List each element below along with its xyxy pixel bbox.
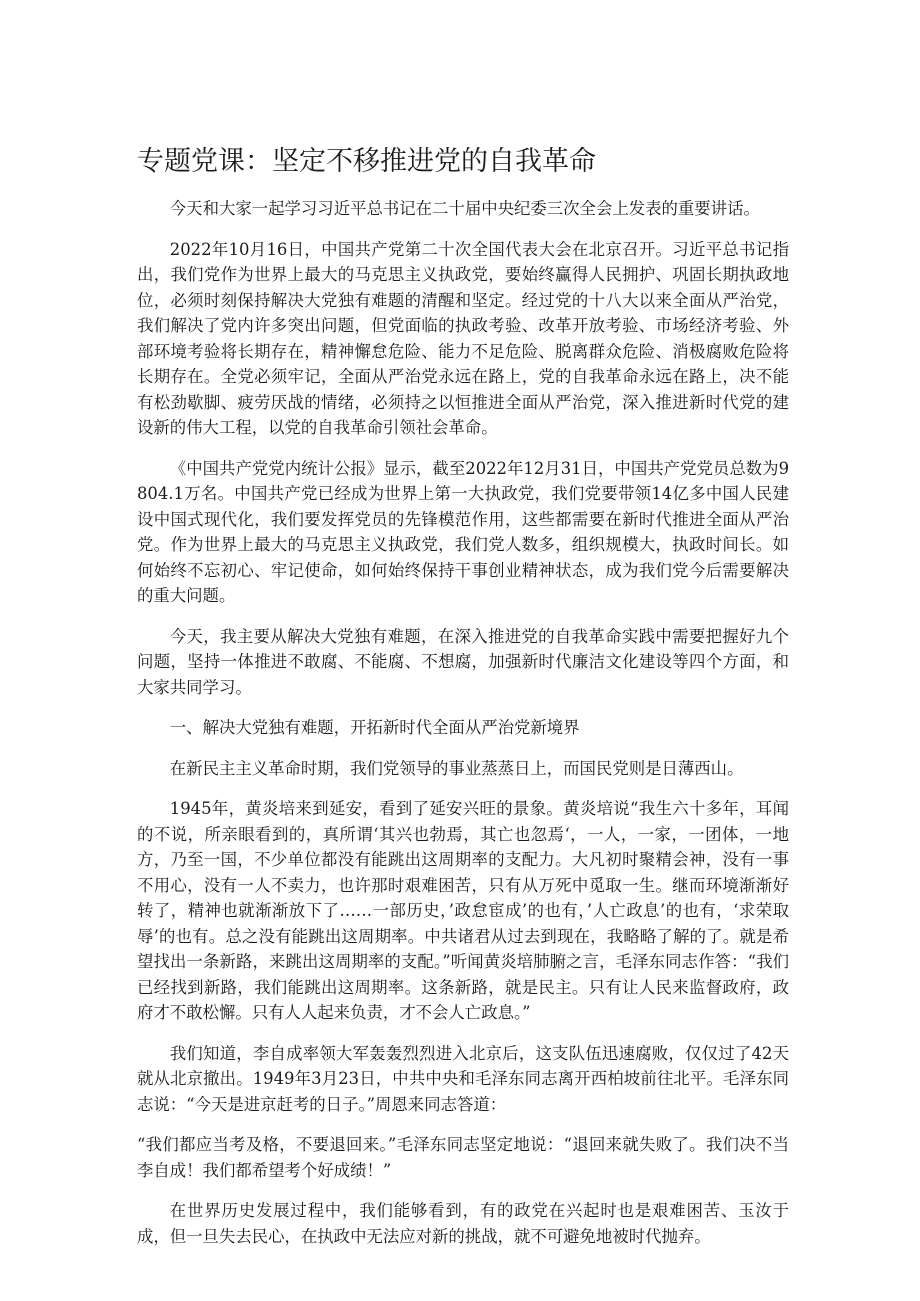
section-heading-1: 一、解决大党独有难题，开拓新时代全面从严治党新境界 (169, 718, 580, 737)
paragraph-statistics: 《中国共产党党内统计公报》显示，截至2022年12月31日，中国共产党党员总数为9804.1万名。中国共产党已经成为世界上第一大执政党，我们党要带领14亿多中国人民建设中国式现代化，我们要发挥党员的先锋模范作用，这些都需要在新时代推进全面从严治党。作为世界上最大的马克思主义执政党，我们党人数多，组织规模大，执政时间长。如何始终不忘初心、牢记使命，如何始终保持干事创业精神状态，成为我们党今后需要解决的重大问题。 (137, 458, 789, 605)
document-title: 专题党课：坚定不移推进党的自我革命 (137, 146, 596, 177)
paragraph-new-democratic: 在新民主主义革命时期，我们党领导的事业蒸蒸日上，而国民党则是日薄西山。 (169, 758, 744, 778)
paragraph-outline: 今天，我主要从解决大党独有难题，在深入推进党的自我革命实践中需要把握好九个问题，坚持一体推进不敢腐、不能腐、不想腐，加强新时代廉洁文化建设等四个方面，和大家共同学习。 (137, 626, 789, 697)
paragraph-li-zicheng: 我们知道，李自成率领大军轰轰烈烈进入北京后，这支队伍迅速腐败，仅仅过了42天就从北京撤出。1949年3月23日，中共中央和毛泽东同志离开西柏坡前往北平。毛泽东同志说：“今天是进京赶考的日子。”周恩来同志答道： (137, 1043, 789, 1114)
document-body (137, 196, 789, 1264)
paragraph-intro: 今天和大家一起学习习近平总书记在二十届中央纪委三次全会上发表的重要讲话。 (169, 199, 760, 218)
paragraph-congress: 2022年10月16日，中国共产党第二十次全国代表大会在北京召开。习近平总书记指出，我们党作为世界上最大的马克思主义执政党，要始终赢得人民拥护、巩固长期执政地位，必须时刻保持解决大党独有难题的清醒和坚定。经过党的十八大以来全面从严治党，我们解决了党内许多突出问题，但党面临的执政考验、改革开放考验、市场经济考验、外部环境考验将长期存在，精神懈怠危险、能力不足危险、脱离群众危险、消极腐败危险将长期存在。全党必须牢记，全面从严治党永远在路上，党的自我革命永远在路上，决不能有松劲歇脚、疲劳厌战的情绪，必须持之以恒推进全面从严治党，深入推进新时代党的建设新的伟大工程，以党的自我革命引领社会革命。 (137, 239, 789, 437)
paragraph-world-history: 在世界历史发展过程中，我们能够看到，有的政党在兴起时也是艰难困苦、玉汝于成，但一旦失去民心，在执政中无法应对新的挑战，就不可避免地被时代抛弃。 (137, 1201, 789, 1246)
paragraph-exam-quote: “我们都应当考及格，不要退回来。”毛泽东同志坚定地说：“退回来就失败了。我们决不当李自成！我们都希望考个好成绩！” (137, 1135, 789, 1180)
paragraph-huang-yanpei: 1945年，黄炎培来到延安，看到了延安兴旺的景象。黄炎培说“我生六十多年，耳闻的不说，所亲眼看到的，真所谓‘其兴也勃焉，其亡也忽焉‘，一人，一家，一团体，一地方，乃至一国，不少单位都没有能跳出这周期率的支配力。大凡初时聚精会神，没有一事不用心，没有一人不卖力，也许那时艰难困苦，只有从万死中觅取一生。继而环境渐渐好转了，精神也就渐渐放下了……一部历史，’政怠宦成’的也有，’人亡政息’的也有，‘求荣取辱’的也有。总之没有能跳出这周期率。中共诸君从过去到现在，我略略了解的了。就是希望找出一条新路，来跳出这周期率的支配。”听闻黄炎培肺腑之言，毛泽东同志作答：“我们已经找到新路，我们能跳出这周期率。这条新路，就是民主。只有让人民来监督政府，政府才不敢松懈。只有人人起来负责，才不会人亡政息。” (137, 799, 789, 1022)
